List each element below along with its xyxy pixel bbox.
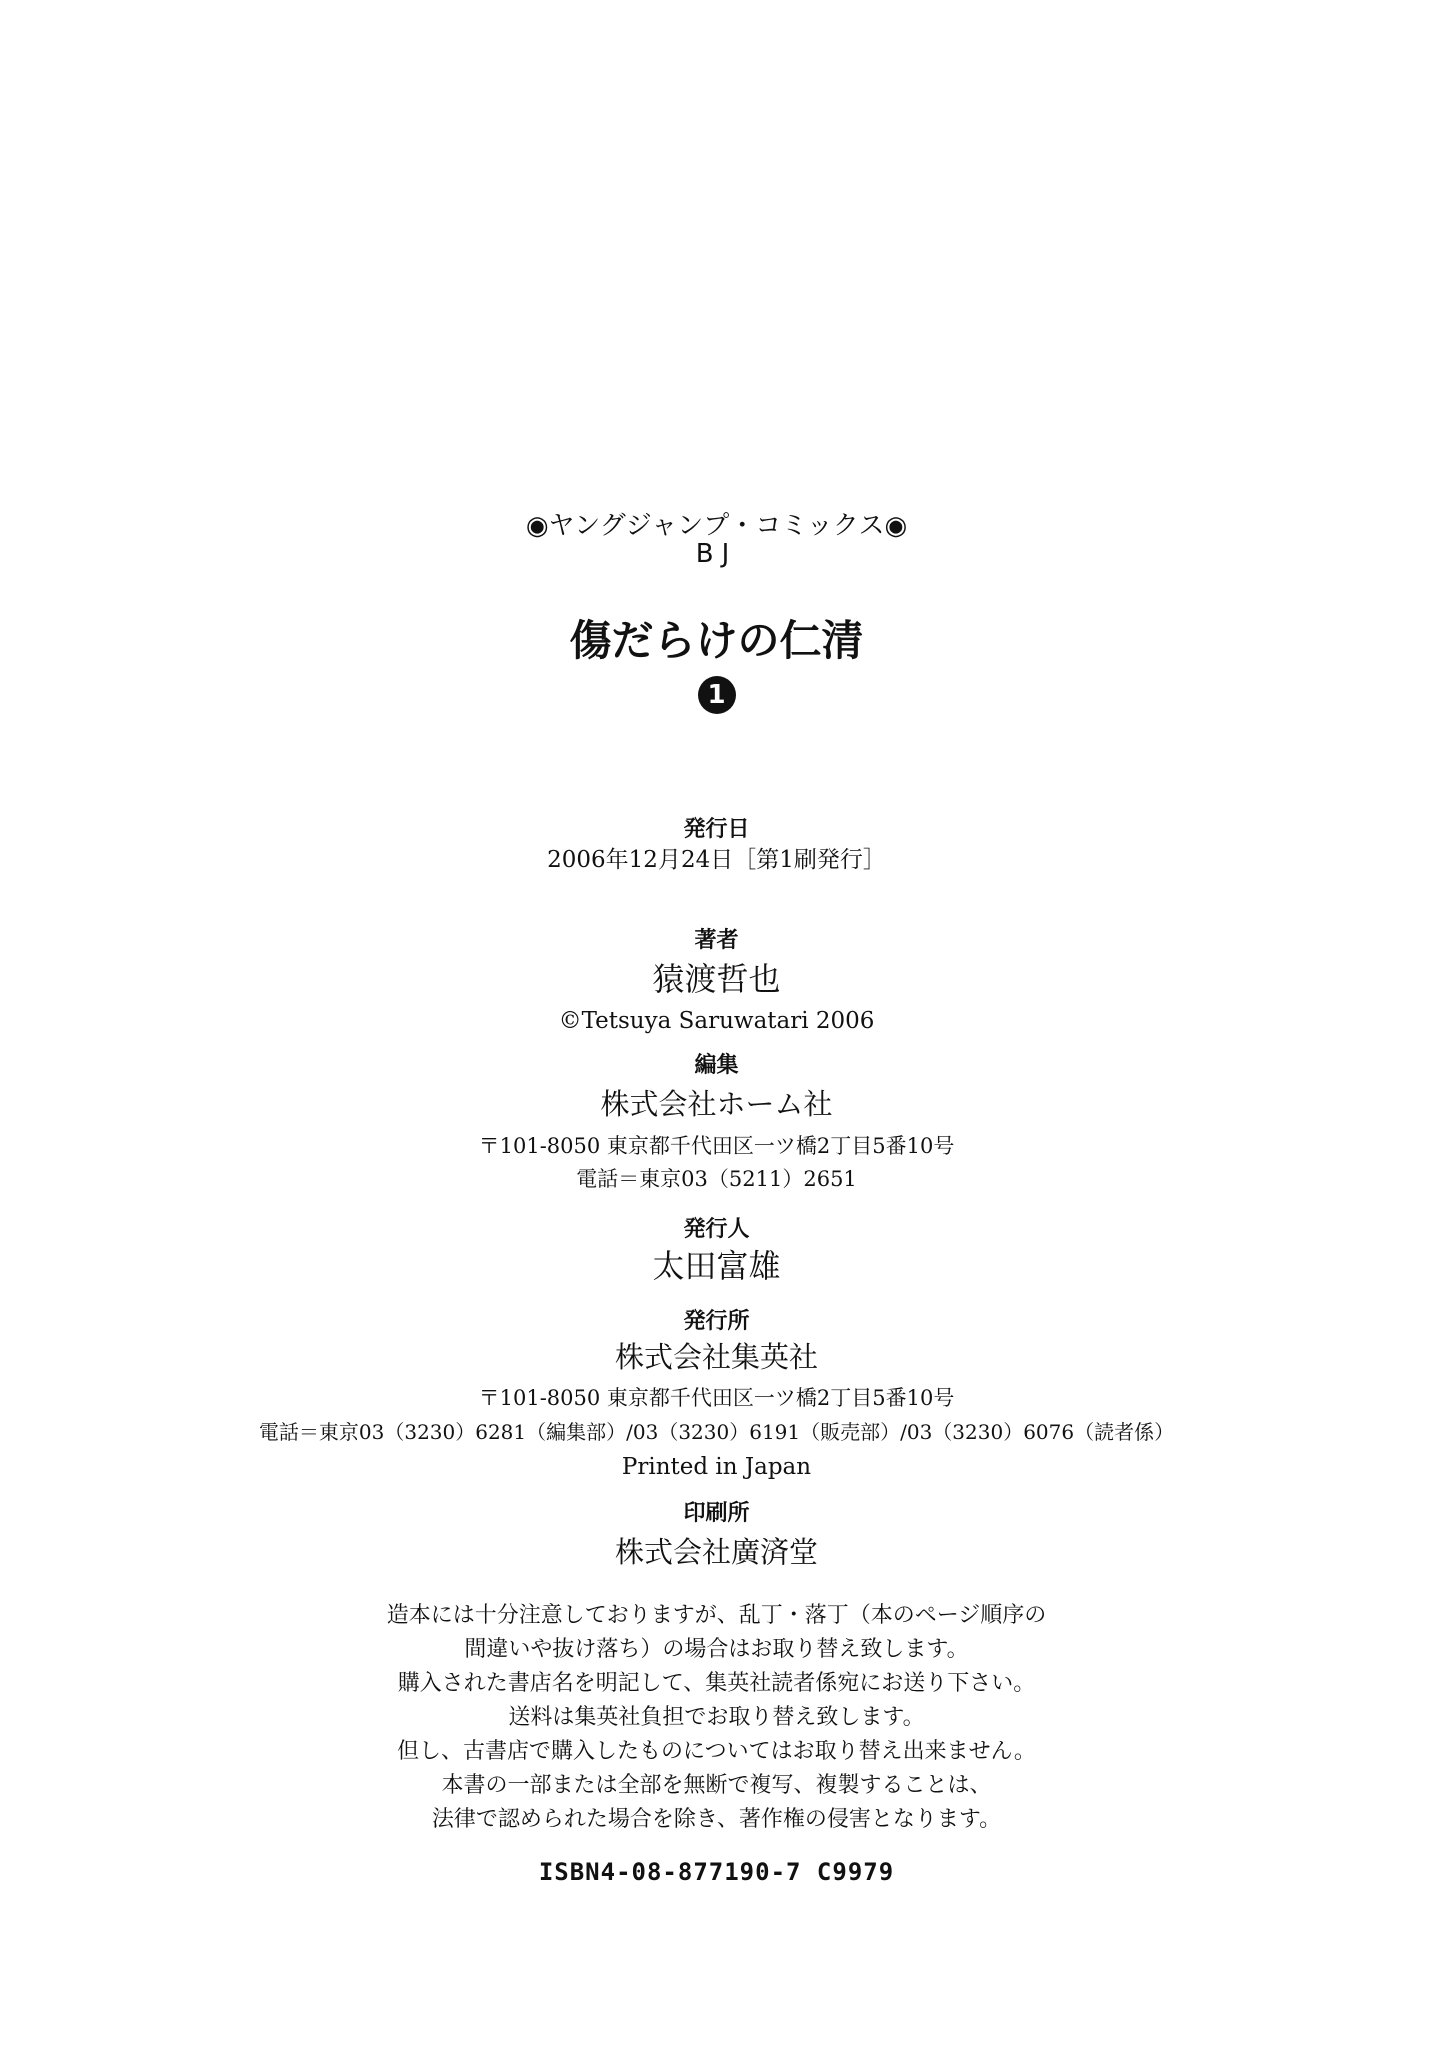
editing-phone: 電話＝東京03（5211）2651 <box>576 1167 857 1191</box>
printer-company: 株式会社廣済堂 <box>614 1535 818 1569</box>
publisher-heading: 発行所 <box>683 1309 750 1334</box>
series-label: ◉ヤングジャンプ・コミックス◉ <box>525 511 908 541</box>
printed-in: Printed in Japan <box>621 1454 812 1480</box>
notice-line: 造本には十分注意しておりますが、乱丁・落丁（本のページ順序の <box>386 1603 1047 1628</box>
notice-line: 購入された書店名を明記して、集英社読者係宛にお送り下さい。 <box>397 1671 1036 1696</box>
notice-line: 送料は集英社負担でお取り替え致します。 <box>508 1705 925 1730</box>
author-name: 猿渡哲也 <box>652 960 781 998</box>
notice-line: 但し、古書店で購入したものについてはお取り替え出来ません。 <box>397 1739 1036 1764</box>
volume-number: 1 <box>698 676 736 714</box>
notice-line: 本書の一部または全部を無断で複写、複製することは、 <box>441 1773 992 1798</box>
author-copyright: ©Tetsuya Saruwatari 2006 <box>558 1008 875 1034</box>
printer-heading: 印刷所 <box>683 1501 750 1526</box>
editing-address: 〒101-8050 東京都千代田区一ツ橋2丁目5番10号 <box>478 1134 955 1158</box>
notice-line: 法律で認められた場合を除き、著作権の侵害となります。 <box>431 1807 1002 1832</box>
author-heading: 著者 <box>694 928 739 953</box>
book-title: 傷だらけの仁清 <box>569 616 864 665</box>
editing-heading: 編集 <box>694 1053 739 1078</box>
editing-company: 株式会社ホーム社 <box>600 1087 833 1121</box>
publication-date-value: 2006年12月24日［第1刷発行］ <box>547 847 886 873</box>
publication-date-heading: 発行日 <box>683 817 750 842</box>
volume-badge-row <box>0 676 1433 714</box>
isbn: ISBN4-08-877190-7 C9979 <box>538 1858 895 1886</box>
notice-line: 間違いや抜け落ち）の場合はお取り替え致します。 <box>464 1637 969 1662</box>
publisher-company: 株式会社集英社 <box>614 1340 818 1374</box>
publisher-person-name: 太田富雄 <box>652 1247 781 1285</box>
series-sub-label: BJ <box>695 539 738 569</box>
publisher-phone: 電話＝東京03（3230）6281（編集部）/03（3230）6191（販売部）/03（3230）6076（読者係） <box>258 1420 1175 1444</box>
publisher-person-heading: 発行人 <box>683 1217 750 1242</box>
publisher-address: 〒101-8050 東京都千代田区一ツ橋2丁目5番10号 <box>478 1386 955 1410</box>
